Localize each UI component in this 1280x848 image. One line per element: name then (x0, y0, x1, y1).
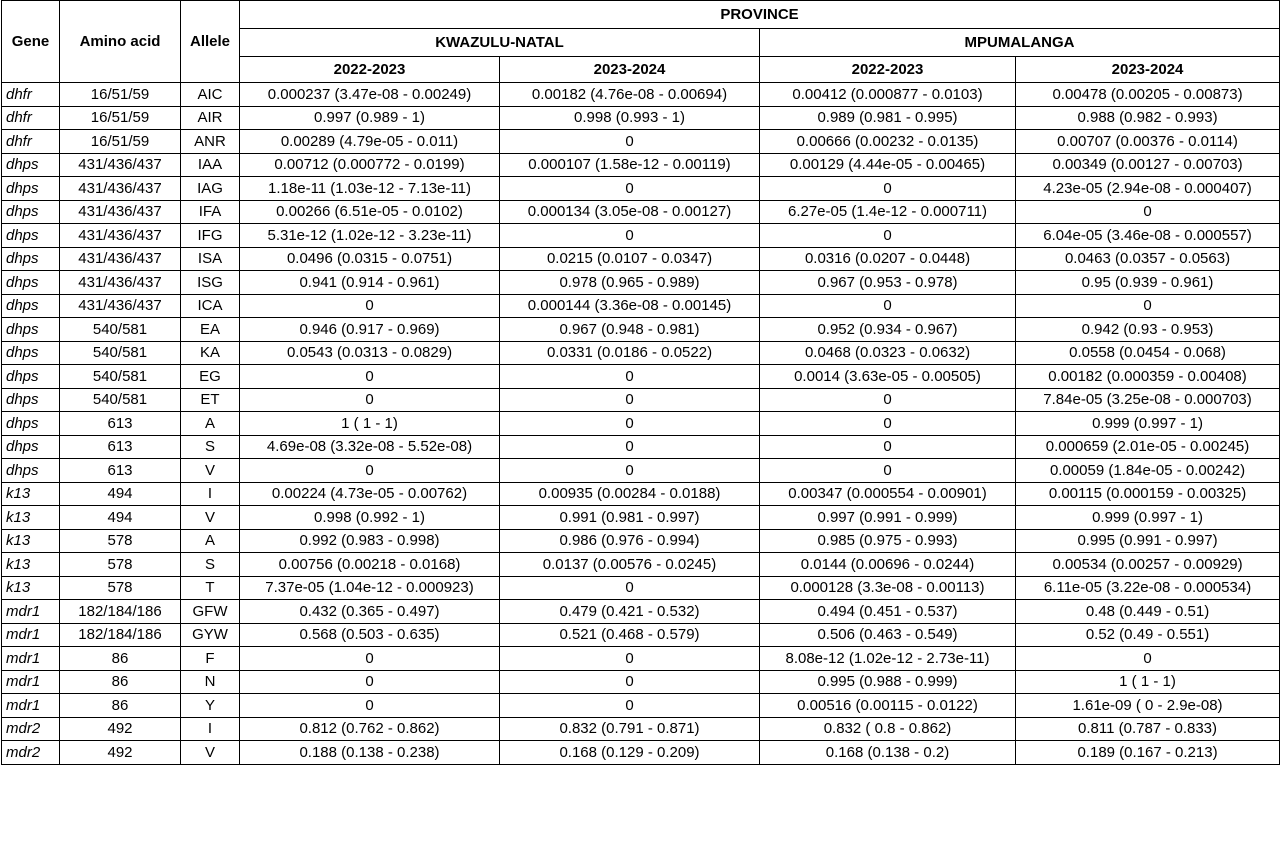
amino-acid-cell: 86 (60, 670, 181, 694)
amino-acid-cell: 86 (60, 647, 181, 671)
mpumalanga-2022-2023-cell: 0.989 (0.981 - 0.995) (760, 106, 1016, 130)
amino-acid-cell: 182/184/186 (60, 600, 181, 624)
allele-cell: S (181, 553, 240, 577)
kwazulu-natal-2023-2024-cell: 0.978 (0.965 - 0.989) (500, 271, 760, 295)
mpumalanga-2022-2023-cell: 0 (760, 412, 1016, 436)
table-row (2, 153, 1280, 177)
mpumalanga-2022-2023-cell: 0 (760, 435, 1016, 459)
kwazulu-natal-2022-2023-cell: 0.998 (0.992 - 1) (240, 506, 500, 530)
mpumalanga-2023-2024-cell: 0.942 (0.93 - 0.953) (1016, 318, 1280, 342)
table-row (2, 294, 1280, 318)
allele-cell: ET (181, 388, 240, 412)
gene-cell: k13 (2, 506, 60, 530)
mpumalanga-2022-2023-cell: 0 (760, 177, 1016, 201)
mpumalanga-2022-2023-cell: 0.00129 (4.44e-05 - 0.00465) (760, 153, 1016, 177)
kwazulu-natal-2022-2023-cell: 0 (240, 670, 500, 694)
amino-acid-cell: 613 (60, 435, 181, 459)
allele-cell: T (181, 576, 240, 600)
mpumalanga-2023-2024-cell: 7.84e-05 (3.25e-08 - 0.000703) (1016, 388, 1280, 412)
table-row (2, 670, 1280, 694)
mpumalanga-2023-2024-cell: 6.11e-05 (3.22e-08 - 0.000534) (1016, 576, 1280, 600)
amino-acid-cell: 494 (60, 506, 181, 530)
period-header: 2023-2024 (500, 57, 760, 83)
amino-acid-cell: 16/51/59 (60, 106, 181, 130)
kwazulu-natal-2022-2023-cell: 0.568 (0.503 - 0.635) (240, 623, 500, 647)
kwazulu-natal-2023-2024-cell: 0.168 (0.129 - 0.209) (500, 741, 760, 765)
amino-acid-cell: 431/436/437 (60, 271, 181, 295)
kwazulu-natal-2022-2023-cell: 1.18e-11 (1.03e-12 - 7.13e-11) (240, 177, 500, 201)
mpumalanga-2022-2023-cell: 0.997 (0.991 - 0.999) (760, 506, 1016, 530)
table-row (2, 318, 1280, 342)
kwazulu-natal-2023-2024-cell: 0.986 (0.976 - 0.994) (500, 529, 760, 553)
allele-cell: Y (181, 694, 240, 718)
kwazulu-natal-2022-2023-cell: 0.00266 (6.51e-05 - 0.0102) (240, 200, 500, 224)
kwazulu-natal-2022-2023-cell: 0.00289 (4.79e-05 - 0.011) (240, 130, 500, 154)
mpumalanga-2023-2024-cell: 0.00534 (0.00257 - 0.00929) (1016, 553, 1280, 577)
mpumalanga-2023-2024-cell: 0 (1016, 294, 1280, 318)
gene-cell: dhps (2, 177, 60, 201)
kwazulu-natal-2022-2023-cell: 0 (240, 694, 500, 718)
gene-cell: mdr1 (2, 600, 60, 624)
mpumalanga-2022-2023-cell: 0.00347 (0.000554 - 0.00901) (760, 482, 1016, 506)
allele-cell: IAA (181, 153, 240, 177)
kwazulu-natal-2023-2024-cell: 0.998 (0.993 - 1) (500, 106, 760, 130)
kwazulu-natal-2022-2023-cell: 5.31e-12 (1.02e-12 - 3.23e-11) (240, 224, 500, 248)
allele-cell: IFG (181, 224, 240, 248)
mpumalanga-2023-2024-cell: 0.00707 (0.00376 - 0.0114) (1016, 130, 1280, 154)
table-row (2, 224, 1280, 248)
gene-cell: dhps (2, 388, 60, 412)
amino-acid-cell: 492 (60, 717, 181, 741)
gene-cell: dhps (2, 412, 60, 436)
kwazulu-natal-2023-2024-cell: 0.0137 (0.00576 - 0.0245) (500, 553, 760, 577)
mpumalanga-2022-2023-cell: 0.0144 (0.00696 - 0.0244) (760, 553, 1016, 577)
allele-cell: A (181, 412, 240, 436)
table-row (2, 247, 1280, 271)
allele-cell: EA (181, 318, 240, 342)
gene-cell: k13 (2, 576, 60, 600)
mpumalanga-2023-2024-cell: 0.811 (0.787 - 0.833) (1016, 717, 1280, 741)
mpumalanga-2023-2024-cell: 0.995 (0.991 - 0.997) (1016, 529, 1280, 553)
mpumalanga-2023-2024-cell: 0.999 (0.997 - 1) (1016, 506, 1280, 530)
gene-cell: mdr1 (2, 623, 60, 647)
amino-acid-cell: 613 (60, 459, 181, 483)
amino-acid-cell: 613 (60, 412, 181, 436)
table-row (2, 717, 1280, 741)
kwazulu-natal-2022-2023-cell: 0.432 (0.365 - 0.497) (240, 600, 500, 624)
kwazulu-natal-2023-2024-cell: 0.0331 (0.0186 - 0.0522) (500, 341, 760, 365)
kwazulu-natal-2023-2024-cell: 0.967 (0.948 - 0.981) (500, 318, 760, 342)
kwazulu-natal-2022-2023-cell: 0.941 (0.914 - 0.961) (240, 271, 500, 295)
allele-cell: IAG (181, 177, 240, 201)
gene-cell: k13 (2, 529, 60, 553)
gene-cell: dhps (2, 435, 60, 459)
kwazulu-natal-2023-2024-cell: 0.00182 (4.76e-08 - 0.00694) (500, 83, 760, 107)
table-row (2, 412, 1280, 436)
table-row (2, 553, 1280, 577)
period-header: 2023-2024 (1016, 57, 1280, 83)
kwazulu-natal-2023-2024-cell: 0.991 (0.981 - 0.997) (500, 506, 760, 530)
kwazulu-natal-2023-2024-cell: 0.000144 (3.36e-08 - 0.00145) (500, 294, 760, 318)
amino-acid-cell: 16/51/59 (60, 130, 181, 154)
table-row (2, 200, 1280, 224)
amino-acid-cell: 494 (60, 482, 181, 506)
mpumalanga-2023-2024-cell: 0.00115 (0.000159 - 0.00325) (1016, 482, 1280, 506)
gene-cell: dhps (2, 341, 60, 365)
kwazulu-natal-2022-2023-cell: 0.00224 (4.73e-05 - 0.00762) (240, 482, 500, 506)
mpumalanga-2022-2023-cell: 0.0014 (3.63e-05 - 0.00505) (760, 365, 1016, 389)
mpumalanga-2023-2024-cell: 1.61e-09 ( 0 - 2.9e-08) (1016, 694, 1280, 718)
mpumalanga-2022-2023-cell: 0.832 ( 0.8 - 0.862) (760, 717, 1016, 741)
table-row (2, 647, 1280, 671)
table-row (2, 271, 1280, 295)
table-row (2, 435, 1280, 459)
mpumalanga-2022-2023-cell: 0 (760, 294, 1016, 318)
allele-frequency-table (1, 0, 1280, 765)
kwazulu-natal-2023-2024-cell: 0.000134 (3.05e-08 - 0.00127) (500, 200, 760, 224)
kwazulu-natal-2022-2023-cell: 0.188 (0.138 - 0.238) (240, 741, 500, 765)
allele-cell: KA (181, 341, 240, 365)
mpumalanga-2022-2023-cell: 0.494 (0.451 - 0.537) (760, 600, 1016, 624)
kwazulu-natal-2022-2023-cell: 0.0496 (0.0315 - 0.0751) (240, 247, 500, 271)
kwazulu-natal-2023-2024-cell: 0 (500, 412, 760, 436)
allele-cell: GFW (181, 600, 240, 624)
mpumalanga-2022-2023-cell: 0.0316 (0.0207 - 0.0448) (760, 247, 1016, 271)
kwazulu-natal-2023-2024-cell: 0.521 (0.468 - 0.579) (500, 623, 760, 647)
allele-cell: V (181, 459, 240, 483)
mpumalanga-2023-2024-cell: 0 (1016, 200, 1280, 224)
kwazulu-natal-2023-2024-cell: 0 (500, 459, 760, 483)
kwazulu-natal-2022-2023-cell: 7.37e-05 (1.04e-12 - 0.000923) (240, 576, 500, 600)
kwazulu-natal-2023-2024-cell: 0.479 (0.421 - 0.532) (500, 600, 760, 624)
period-header: 2022-2023 (760, 57, 1016, 83)
amino-acid-cell: 540/581 (60, 388, 181, 412)
mpumalanga-2023-2024-cell: 0.52 (0.49 - 0.551) (1016, 623, 1280, 647)
mpumalanga-2022-2023-cell: 0 (760, 388, 1016, 412)
table-row (2, 388, 1280, 412)
kwazulu-natal-2022-2023-cell: 0.00712 (0.000772 - 0.0199) (240, 153, 500, 177)
gene-cell: dhps (2, 459, 60, 483)
amino-acid-cell: 578 (60, 529, 181, 553)
amino-acid-column-header: Amino acid (60, 1, 181, 83)
kwazulu-natal-2023-2024-cell: 0.00935 (0.00284 - 0.0188) (500, 482, 760, 506)
allele-cell: ANR (181, 130, 240, 154)
kwazulu-natal-2022-2023-cell: 0 (240, 647, 500, 671)
table-row (2, 83, 1280, 107)
allele-column-header: Allele (181, 1, 240, 83)
gene-cell: mdr1 (2, 694, 60, 718)
gene-cell: k13 (2, 482, 60, 506)
mpumalanga-2022-2023-cell: 0.995 (0.988 - 0.999) (760, 670, 1016, 694)
table-body (2, 83, 1280, 765)
gene-cell: dhps (2, 200, 60, 224)
amino-acid-cell: 540/581 (60, 341, 181, 365)
kwazulu-natal-2022-2023-cell: 0.946 (0.917 - 0.969) (240, 318, 500, 342)
mpumalanga-2023-2024-cell: 4.23e-05 (2.94e-08 - 0.000407) (1016, 177, 1280, 201)
mpumalanga-2023-2024-cell: 0.48 (0.449 - 0.51) (1016, 600, 1280, 624)
amino-acid-cell: 86 (60, 694, 181, 718)
allele-cell: ISG (181, 271, 240, 295)
kwazulu-natal-2023-2024-cell: 0 (500, 647, 760, 671)
amino-acid-cell: 578 (60, 553, 181, 577)
kwazulu-natal-2023-2024-cell: 0 (500, 177, 760, 201)
amino-acid-cell: 431/436/437 (60, 177, 181, 201)
mpumalanga-2023-2024-cell: 0.0463 (0.0357 - 0.0563) (1016, 247, 1280, 271)
mpumalanga-2023-2024-cell: 0.00059 (1.84e-05 - 0.00242) (1016, 459, 1280, 483)
table-row (2, 177, 1280, 201)
table-row (2, 459, 1280, 483)
gene-cell: dhps (2, 224, 60, 248)
gene-cell: dhps (2, 318, 60, 342)
kwazulu-natal-2023-2024-cell: 0 (500, 576, 760, 600)
amino-acid-cell: 431/436/437 (60, 224, 181, 248)
kwazulu-natal-2022-2023-cell: 0.812 (0.762 - 0.862) (240, 717, 500, 741)
kwazulu-natal-2023-2024-cell: 0.832 (0.791 - 0.871) (500, 717, 760, 741)
gene-column-header: Gene (2, 1, 60, 83)
allele-cell: ICA (181, 294, 240, 318)
table-row (2, 341, 1280, 365)
amino-acid-cell: 431/436/437 (60, 200, 181, 224)
kwazulu-natal-2023-2024-cell: 0 (500, 388, 760, 412)
table-row (2, 623, 1280, 647)
allele-cell: V (181, 506, 240, 530)
mpumalanga-2022-2023-cell: 0.168 (0.138 - 0.2) (760, 741, 1016, 765)
mpumalanga-2022-2023-cell: 8.08e-12 (1.02e-12 - 2.73e-11) (760, 647, 1016, 671)
province-mpumalanga-header: MPUMALANGA (760, 29, 1280, 57)
mpumalanga-2023-2024-cell: 6.04e-05 (3.46e-08 - 0.000557) (1016, 224, 1280, 248)
mpumalanga-2022-2023-cell: 0.00516 (0.00115 - 0.0122) (760, 694, 1016, 718)
mpumalanga-2023-2024-cell: 0 (1016, 647, 1280, 671)
table-row (2, 106, 1280, 130)
kwazulu-natal-2023-2024-cell: 0 (500, 130, 760, 154)
amino-acid-cell: 431/436/437 (60, 294, 181, 318)
allele-cell: I (181, 482, 240, 506)
gene-cell: dhfr (2, 130, 60, 154)
kwazulu-natal-2022-2023-cell: 0 (240, 459, 500, 483)
allele-cell: F (181, 647, 240, 671)
gene-cell: dhps (2, 153, 60, 177)
allele-cell: N (181, 670, 240, 694)
mpumalanga-2023-2024-cell: 0.95 (0.939 - 0.961) (1016, 271, 1280, 295)
allele-cell: AIR (181, 106, 240, 130)
kwazulu-natal-2022-2023-cell: 0 (240, 294, 500, 318)
mpumalanga-2023-2024-cell: 0.00182 (0.000359 - 0.00408) (1016, 365, 1280, 389)
kwazulu-natal-2022-2023-cell: 0.0543 (0.0313 - 0.0829) (240, 341, 500, 365)
mpumalanga-2023-2024-cell: 0.000659 (2.01e-05 - 0.00245) (1016, 435, 1280, 459)
gene-cell: dhps (2, 271, 60, 295)
amino-acid-cell: 182/184/186 (60, 623, 181, 647)
allele-cell: ISA (181, 247, 240, 271)
kwazulu-natal-2023-2024-cell: 0 (500, 224, 760, 248)
table-row (2, 365, 1280, 389)
amino-acid-cell: 578 (60, 576, 181, 600)
amino-acid-cell: 431/436/437 (60, 153, 181, 177)
mpumalanga-2023-2024-cell: 0.0558 (0.0454 - 0.068) (1016, 341, 1280, 365)
kwazulu-natal-2022-2023-cell: 0.997 (0.989 - 1) (240, 106, 500, 130)
mpumalanga-2023-2024-cell: 0.00349 (0.00127 - 0.00703) (1016, 153, 1280, 177)
gene-cell: mdr2 (2, 741, 60, 765)
amino-acid-cell: 431/436/437 (60, 247, 181, 271)
mpumalanga-2022-2023-cell: 6.27e-05 (1.4e-12 - 0.000711) (760, 200, 1016, 224)
gene-cell: k13 (2, 553, 60, 577)
mpumalanga-2022-2023-cell: 0.000128 (3.3e-08 - 0.00113) (760, 576, 1016, 600)
amino-acid-cell: 540/581 (60, 318, 181, 342)
gene-cell: dhps (2, 365, 60, 389)
kwazulu-natal-2022-2023-cell: 1 ( 1 - 1) (240, 412, 500, 436)
kwazulu-natal-2022-2023-cell: 0 (240, 388, 500, 412)
gene-cell: mdr1 (2, 647, 60, 671)
table-row (2, 600, 1280, 624)
mpumalanga-2023-2024-cell: 0.999 (0.997 - 1) (1016, 412, 1280, 436)
mpumalanga-2022-2023-cell: 0 (760, 459, 1016, 483)
mpumalanga-2022-2023-cell: 0.0468 (0.0323 - 0.0632) (760, 341, 1016, 365)
kwazulu-natal-2022-2023-cell: 0.00756 (0.00218 - 0.0168) (240, 553, 500, 577)
kwazulu-natal-2023-2024-cell: 0 (500, 435, 760, 459)
allele-cell: AIC (181, 83, 240, 107)
table-row (2, 482, 1280, 506)
allele-cell: GYW (181, 623, 240, 647)
province-header: PROVINCE (240, 1, 1280, 29)
allele-cell: V (181, 741, 240, 765)
allele-cell: IFA (181, 200, 240, 224)
allele-cell: I (181, 717, 240, 741)
mpumalanga-2023-2024-cell: 0.00478 (0.00205 - 0.00873) (1016, 83, 1280, 107)
table-header (2, 1, 1280, 83)
gene-cell: dhfr (2, 83, 60, 107)
period-header: 2022-2023 (240, 57, 500, 83)
mpumalanga-2022-2023-cell: 0.506 (0.463 - 0.549) (760, 623, 1016, 647)
gene-cell: mdr1 (2, 670, 60, 694)
mpumalanga-2022-2023-cell: 0 (760, 224, 1016, 248)
gene-cell: dhps (2, 294, 60, 318)
province-kwazulu-natal-header: KWAZULU-NATAL (240, 29, 760, 57)
mpumalanga-2022-2023-cell: 0.967 (0.953 - 0.978) (760, 271, 1016, 295)
kwazulu-natal-2022-2023-cell: 0.992 (0.983 - 0.998) (240, 529, 500, 553)
table-row (2, 529, 1280, 553)
allele-cell: EG (181, 365, 240, 389)
mpumalanga-2023-2024-cell: 0.988 (0.982 - 0.993) (1016, 106, 1280, 130)
gene-cell: dhfr (2, 106, 60, 130)
amino-acid-cell: 540/581 (60, 365, 181, 389)
kwazulu-natal-2022-2023-cell: 0.000237 (3.47e-08 - 0.00249) (240, 83, 500, 107)
mpumalanga-2022-2023-cell: 0.00666 (0.00232 - 0.0135) (760, 130, 1016, 154)
kwazulu-natal-2023-2024-cell: 0.000107 (1.58e-12 - 0.00119) (500, 153, 760, 177)
kwazulu-natal-2022-2023-cell: 4.69e-08 (3.32e-08 - 5.52e-08) (240, 435, 500, 459)
mpumalanga-2023-2024-cell: 0.189 (0.167 - 0.213) (1016, 741, 1280, 765)
allele-cell: S (181, 435, 240, 459)
mpumalanga-2023-2024-cell: 1 ( 1 - 1) (1016, 670, 1280, 694)
table-row (2, 694, 1280, 718)
amino-acid-cell: 492 (60, 741, 181, 765)
table-row (2, 576, 1280, 600)
kwazulu-natal-2022-2023-cell: 0 (240, 365, 500, 389)
kwazulu-natal-2023-2024-cell: 0 (500, 670, 760, 694)
kwazulu-natal-2023-2024-cell: 0.0215 (0.0107 - 0.0347) (500, 247, 760, 271)
mpumalanga-2022-2023-cell: 0.00412 (0.000877 - 0.0103) (760, 83, 1016, 107)
mpumalanga-2022-2023-cell: 0.952 (0.934 - 0.967) (760, 318, 1016, 342)
gene-cell: mdr2 (2, 717, 60, 741)
table-row (2, 130, 1280, 154)
gene-cell: dhps (2, 247, 60, 271)
table-row (2, 506, 1280, 530)
table-row (2, 741, 1280, 765)
kwazulu-natal-2023-2024-cell: 0 (500, 365, 760, 389)
allele-cell: A (181, 529, 240, 553)
amino-acid-cell: 16/51/59 (60, 83, 181, 107)
kwazulu-natal-2023-2024-cell: 0 (500, 694, 760, 718)
mpumalanga-2022-2023-cell: 0.985 (0.975 - 0.993) (760, 529, 1016, 553)
